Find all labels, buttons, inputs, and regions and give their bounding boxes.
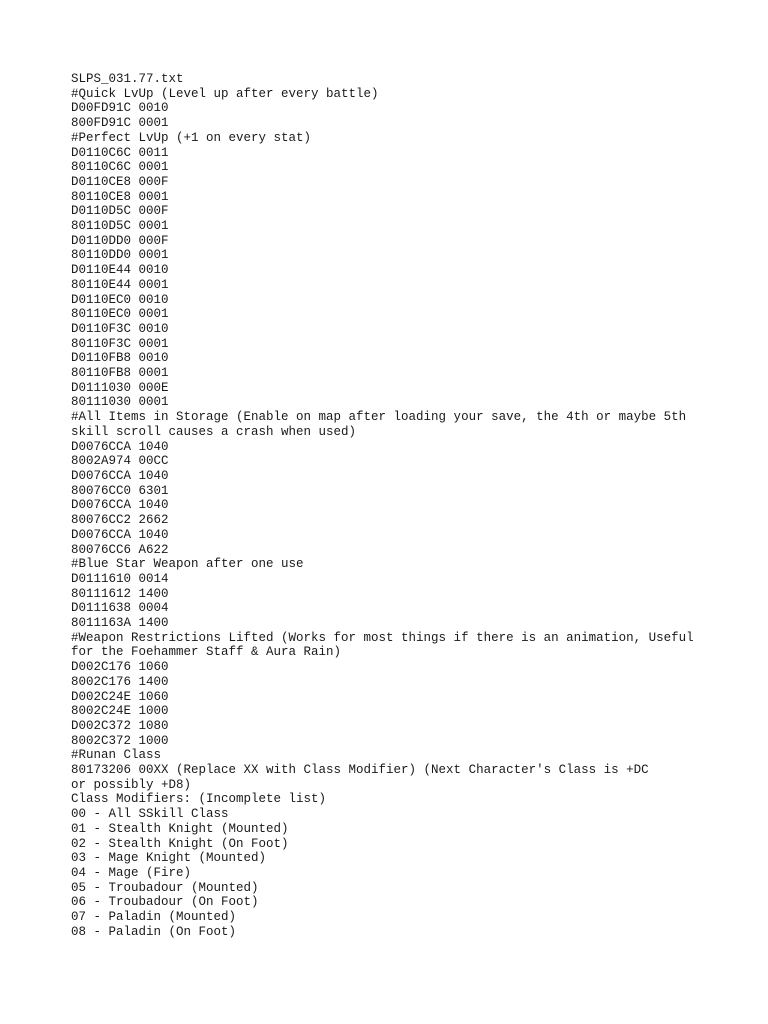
code-line: 80110D5C 0001 — [71, 219, 169, 234]
code-line: D0076CCA 1040 — [71, 468, 169, 483]
code-line: 80110EC0 0001 — [71, 307, 169, 322]
code-line: 8002C372 1000 — [71, 733, 169, 748]
code-line: 8002C24E 1000 — [71, 704, 169, 719]
text-line: Class Modifiers: (Incomplete list) — [71, 792, 327, 807]
code-line: D0110FB8 0010 — [71, 351, 169, 366]
code-line: or possibly +D8) — [71, 777, 192, 792]
code-line: 80110F3C 0001 — [71, 336, 169, 351]
code-line: D0076CCA 1040 — [71, 527, 169, 542]
code-line: 80076CC6 A622 — [71, 542, 169, 557]
code-line: 80110C6C 0001 — [71, 160, 169, 175]
text-document — [71, 72, 701, 939]
code-line: D002C24E 1060 — [71, 689, 169, 704]
code-line: 80076CC2 2662 — [71, 513, 169, 528]
code-line: D002C372 1080 — [71, 718, 169, 733]
comment-line: #Weapon Restrictions Lifted (Works for most things if there is an animation, Useful — [71, 630, 694, 645]
comment-line: #All Items in Storage (Enable on map after loading your save, the 4th or maybe 5th — [71, 410, 687, 425]
list-item: 07 - Paladin (Mounted) — [71, 910, 237, 925]
comment-line: #Perfect LvUp (+1 on every stat) — [71, 130, 312, 145]
code-line: D002C176 1060 — [71, 660, 169, 675]
code-line: 8011163A 1400 — [71, 616, 169, 631]
code-line: D0111030 000E — [71, 380, 169, 395]
file-name: SLPS_031.77.txt — [71, 72, 184, 86]
code-line: D0111610 0014 — [71, 571, 169, 586]
comment-line: for the Foehammer Staff & Aura Rain) — [71, 645, 342, 660]
code-line: 8002C176 1400 — [71, 674, 169, 689]
comment-line: #Quick LvUp (Level up after every battle) — [71, 86, 379, 101]
code-line: D0110C6C 0011 — [71, 145, 169, 160]
code-line: 80076CC0 6301 — [71, 483, 169, 498]
list-item: 02 - Stealth Knight (On Foot) — [71, 836, 289, 851]
code-line: D0076CCA 1040 — [71, 439, 169, 454]
code-line: 80110DD0 0001 — [71, 248, 169, 263]
code-line: D0110CE8 000F — [71, 174, 169, 189]
code-line: 800FD91C 0001 — [71, 116, 169, 131]
list-item: 00 - All SSkill Class — [71, 807, 229, 822]
list-item: 03 - Mage Knight (Mounted) — [71, 851, 267, 866]
code-line: 80111030 0001 — [71, 395, 169, 410]
code-line: 80173206 00XX (Replace XX with Class Modifier) (Next Character's Class is +DC — [71, 763, 649, 778]
list-item: 08 - Paladin (On Foot) — [71, 924, 237, 939]
code-line: 8002A974 00CC — [71, 454, 169, 469]
code-line: D0110F3C 0010 — [71, 321, 169, 336]
list-item: 01 - Stealth Knight (Mounted) — [71, 821, 289, 836]
code-line: D0110E44 0010 — [71, 263, 169, 278]
list-item: 06 - Troubadour (On Foot) — [71, 895, 259, 910]
list-item: 05 - Troubadour (Mounted) — [71, 880, 259, 895]
comment-line: skill scroll causes a crash when used) — [71, 424, 357, 439]
code-line: D0110EC0 0010 — [71, 292, 169, 307]
list-item: 04 - Mage (Fire) — [71, 865, 192, 880]
code-line: 80111612 1400 — [71, 586, 169, 601]
code-line: D0111638 0004 — [71, 601, 169, 616]
code-line: D0110DD0 000F — [71, 233, 169, 248]
code-line: 80110E44 0001 — [71, 277, 169, 292]
code-line: D0110D5C 000F — [71, 204, 169, 219]
code-line: D0076CCA 1040 — [71, 498, 169, 513]
code-line: D00FD91C 0010 — [71, 101, 169, 116]
comment-line: #Runan Class — [71, 748, 162, 763]
comment-line: #Blue Star Weapon after one use — [71, 557, 304, 572]
code-line: 80110CE8 0001 — [71, 189, 169, 204]
code-line: 80110FB8 0001 — [71, 366, 169, 381]
